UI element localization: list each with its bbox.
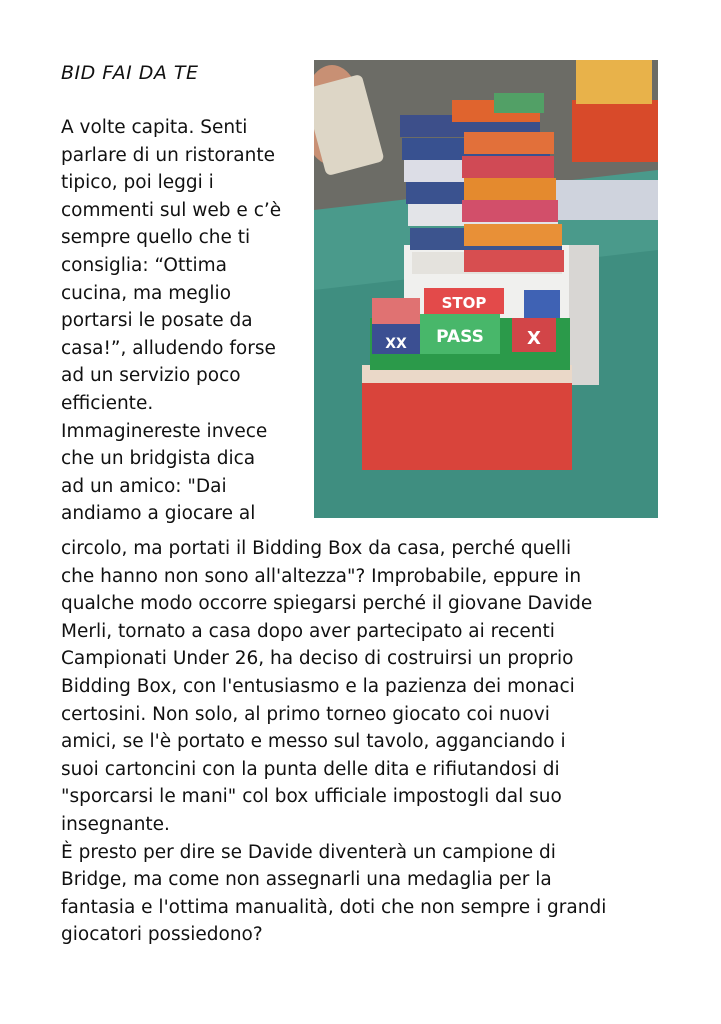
text-line: "sporcarsi le mani" col box ufficiale impostogli dal suo bbox=[61, 786, 562, 808]
article-body-column bbox=[61, 114, 311, 528]
redouble-card-label: XX bbox=[385, 336, 407, 352]
text-line: portarsi le posate da bbox=[61, 310, 253, 332]
text-line: È presto per dire se Davide diventerà un campione di bbox=[61, 841, 556, 863]
text-line: fantasia e l'ottima manualità, doti che non sempre i grandi bbox=[61, 896, 607, 918]
text-line: ad un amico: "Dai bbox=[61, 475, 227, 497]
stop-card-label: STOP bbox=[441, 294, 487, 312]
text-line: Campionati Under 26, ha deciso di costruirsi un proprio bbox=[61, 648, 574, 670]
text-line: cucina, ma meglio bbox=[61, 282, 232, 304]
text-line: ad un servizio poco bbox=[61, 365, 241, 387]
double-card-label: X bbox=[527, 328, 541, 349]
article-body-full bbox=[61, 535, 661, 949]
bidding-box-photo bbox=[314, 60, 658, 518]
text-line: circolo, ma portati il Bidding Box da casa, perché quelli bbox=[61, 538, 572, 559]
text-line: commenti sul web e c’è bbox=[61, 199, 282, 221]
text-line: efficiente. bbox=[61, 392, 154, 414]
text-line: giocatori possiedono? bbox=[61, 924, 263, 946]
text-line: Merli, tornato a casa dopo aver partecipato ai recenti bbox=[61, 620, 555, 642]
text-line: A volte capita. Senti bbox=[61, 117, 248, 138]
text-line: che un bridgista dica bbox=[61, 448, 256, 470]
text-line: tipico, poi leggi i bbox=[61, 172, 214, 194]
pass-card-label: PASS bbox=[436, 327, 484, 347]
text-line: amici, se l'è portato e messo sul tavolo, agganciando i bbox=[61, 731, 566, 753]
text-line: sempre quello che ti bbox=[61, 227, 251, 249]
text-line: certosini. Non solo, al primo torneo giocato coi nuovi bbox=[61, 703, 550, 725]
text-line: parlare di un ristorante bbox=[61, 144, 275, 166]
text-line: casa!”, alludendo forse bbox=[61, 337, 276, 359]
text-line: Immaginereste invece bbox=[61, 420, 268, 442]
article-title: BID FAI DA TE bbox=[61, 62, 199, 84]
text-line: insegnante. bbox=[61, 813, 170, 835]
text-line: Bridge, ma come non assegnarli una medaglia per la bbox=[61, 869, 552, 891]
text-line: consiglia: “Ottima bbox=[61, 254, 227, 276]
text-line: qualche modo occorre spiegarsi perché il giovane Davide bbox=[61, 593, 593, 615]
text-line: suoi cartoncini con la punta delle dita e rifiutandosi di bbox=[61, 758, 560, 780]
text-line: andiamo a giocare al bbox=[61, 503, 256, 525]
text-line: Bidding Box, con l'entusiasmo e la pazienza dei monaci bbox=[61, 675, 575, 697]
text-line: che hanno non sono all'altezza"? Improbabile, eppure in bbox=[61, 565, 582, 587]
